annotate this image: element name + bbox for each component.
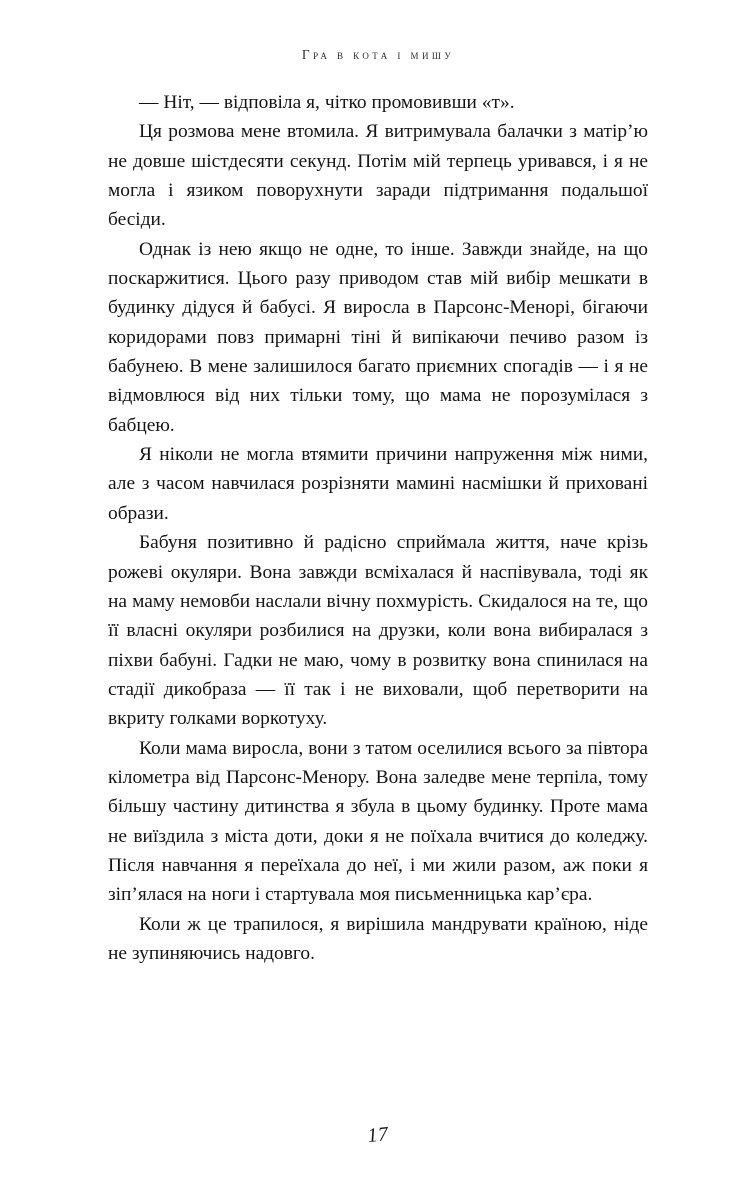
body-text-block	[108, 88, 648, 968]
paragraph: Коли мама виросла, вони з татом оселилися всього за півтора кілометра від Парсонс-Менору. Вона заледве мене терпіла, тому більшу частину дитинства я збула в цьому будинку. Проте мама не виїздила з міста доти, доки я не поїхала вчитися до коледжу. Після навчання я переїхала до неї, і ми жили разом, аж поки я зіп’ялася на ноги і стартувала моя письменницька кар’єра.	[108, 737, 648, 906]
paragraph: Бабуня позитивно й радісно сприймала життя, наче крізь рожеві окуляри. Вона завжди всміхалася й наспівувала, тоді як на маму немовби наслали вічну похмурість. Скидалося на те, що її власні окуляри розбилися на друзки, коли вона вибиралася з піхви бабуні. Гадки не маю, чому в розвитку вона спинилася на стадії дикобраза — її так і не виховали, щоб перетворити на вкриту голками воркотуху.	[108, 532, 648, 730]
paragraph: Коли ж це трапилося, я вирішила мандрувати країною, ніде не зупиняючись надовго.	[108, 913, 648, 964]
paragraph: Однак із нею якщо не одне, то інше. Завжди знайде, на що поскаржитися. Цього разу приводом став мій вибір мешкати в будинку дідуся й бабусі. Я виросла в Парсонс-Менорі, бігаючи коридорами повз примарні тіні й випікаючи печиво разом із бабунею. В мене залишилося багато приємних спогадів — і я не відмовлюся від них тільки тому, що мама не порозумілася з бабцею.	[108, 238, 648, 436]
running-header: Гра в кота і мишу	[301, 47, 455, 62]
paragraph: Ця розмова мене втомила. Я витримувала балачки з матір’ю не довше шістдесяти секунд. Потім мій терпець уривався, і я не могла і язиком поворухнути заради підтримання подальшої бесіди.	[108, 121, 648, 231]
page-number: 17	[366, 1122, 390, 1148]
paragraph: — Ніт, — відповіла я, чітко промовивши «т».	[139, 92, 515, 113]
paragraph: Я ніколи не могла втямити причини напруження між ними, але з часом навчилася розрізняти мамині насмішки й приховані образи.	[108, 444, 648, 524]
